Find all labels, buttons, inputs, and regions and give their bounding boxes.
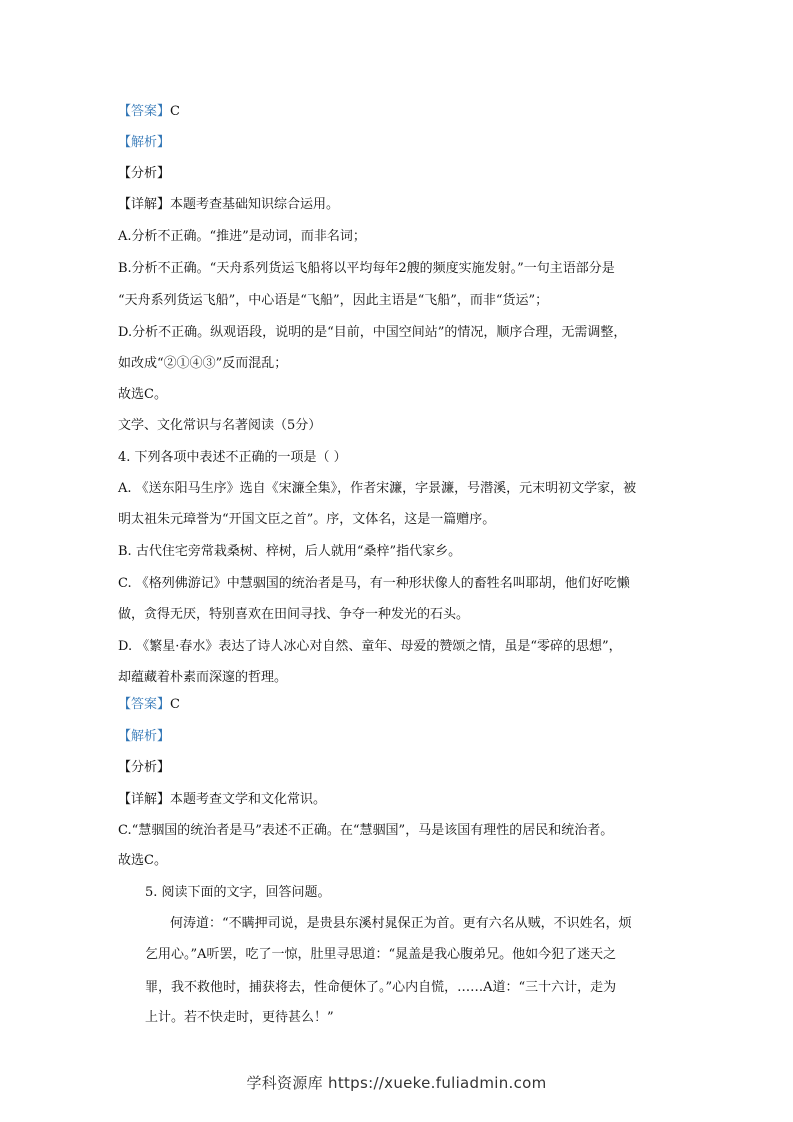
conclusion-q4: 故选C。	[118, 853, 167, 868]
passage-line-4: 上计。若不快走时，更待甚么！”	[145, 1010, 334, 1025]
question-4-option-a-line2: 明太祖朱元璋誉为“开国文臣之首”。序，文体名，这是一篇赠序。	[118, 512, 496, 527]
answer-value: C	[170, 104, 180, 119]
footer-watermark: 学科资源库 https://xueke.fuliadmin.com	[246, 1074, 547, 1092]
fenxi-tag-q4: 【分析】	[118, 760, 171, 775]
option-c-analysis-q4: C.“慧骃国的统治者是马”表述不正确。在“慧骃国”，马是该国有理性的居民和统治者。	[118, 823, 614, 838]
question-4-option-b: B. 古代住宅旁常栽桑树、梓树，后人就用“桑梓”指代家乡。	[118, 544, 462, 559]
conclusion-q3: 故选C。	[118, 387, 167, 402]
question-5-stem: 5. 阅读下面的文字，回答问题。	[145, 885, 331, 900]
fenxi-tag-q3: 【分析】	[118, 166, 171, 181]
answer-tag: 【答案】	[118, 697, 171, 712]
question-4-option-d-line1: D. 《繁星·春水》表达了诗人冰心对自然、童年、母爱的赞颂之情，虽是“零碎的思想”，	[118, 639, 622, 654]
option-a-analysis: A.分析不正确。“推进”是动词，而非名词；	[118, 229, 366, 244]
question-4-option-a-line1: A. 《送东阳马生序》选自《宋濂全集》，作者宋濂，字景濂，号潜溪，元末明初文学家，被	[118, 481, 637, 496]
section-title: 文学、文化常识与名著阅读（5分）	[118, 418, 322, 433]
question-4-stem: 4. 下列各项中表述不正确的一项是（ ）	[118, 450, 347, 465]
answer-tag: 【答案】	[118, 104, 171, 119]
option-b-analysis-line1: B.分析不正确。“天舟系列货运飞船将以平均每年2艘的频度实施发射。”一句主语部分是	[118, 261, 615, 276]
passage-line-2: 乞用心。”A听罢，吃了一惊，肚里寻思道：“晁盖是我心腹弟兄。他如今犯了迷天之	[145, 947, 617, 962]
option-d-analysis-line1: D.分析不正确。纵观语段，说明的是“目前，中国空间站”的情况，顺序合理，无需调整，	[118, 325, 627, 340]
detail-line-q3: 【详解】本题考查基础知识综合运用。	[118, 197, 340, 212]
question-4-option-c-line2: 做，贪得无厌，特别喜欢在田间寻找、争夺一种发光的石头。	[118, 607, 470, 622]
option-b-analysis-line2: “天舟系列货运飞船”，中心语是“飞船”，因此主语是“飞船”，而非“货运”；	[118, 293, 549, 308]
answer-line-q4	[118, 697, 180, 713]
analysis-tag-q4: 【解析】	[118, 729, 171, 744]
answer-line-q3	[118, 104, 180, 120]
passage-line-1: 何涛道：“不瞒押司说，是贵县东溪村晁保正为首。更有六名从贼，不识姓名，烦	[170, 916, 632, 931]
detail-line-q4: 【详解】本题考查文学和文化常识。	[118, 792, 327, 807]
question-4-option-d-line2: 却蕴藏着朴素而深邃的哲理。	[118, 670, 288, 685]
option-d-analysis-line2: 如改成“②①④③”反而混乱；	[118, 356, 288, 371]
analysis-tag-q3: 【解析】	[118, 135, 171, 150]
answer-value: C	[170, 697, 180, 712]
passage-line-3: 罪，我不救他时，捕获将去，性命便休了。”心内自慌，……A道：“三十六计，走为	[145, 980, 617, 995]
question-4-option-c-line1: C. 《格列佛游记》中慧骃国的统治者是马，有一种形状像人的畜牲名叫耶胡，他们好吃懒	[118, 576, 630, 591]
